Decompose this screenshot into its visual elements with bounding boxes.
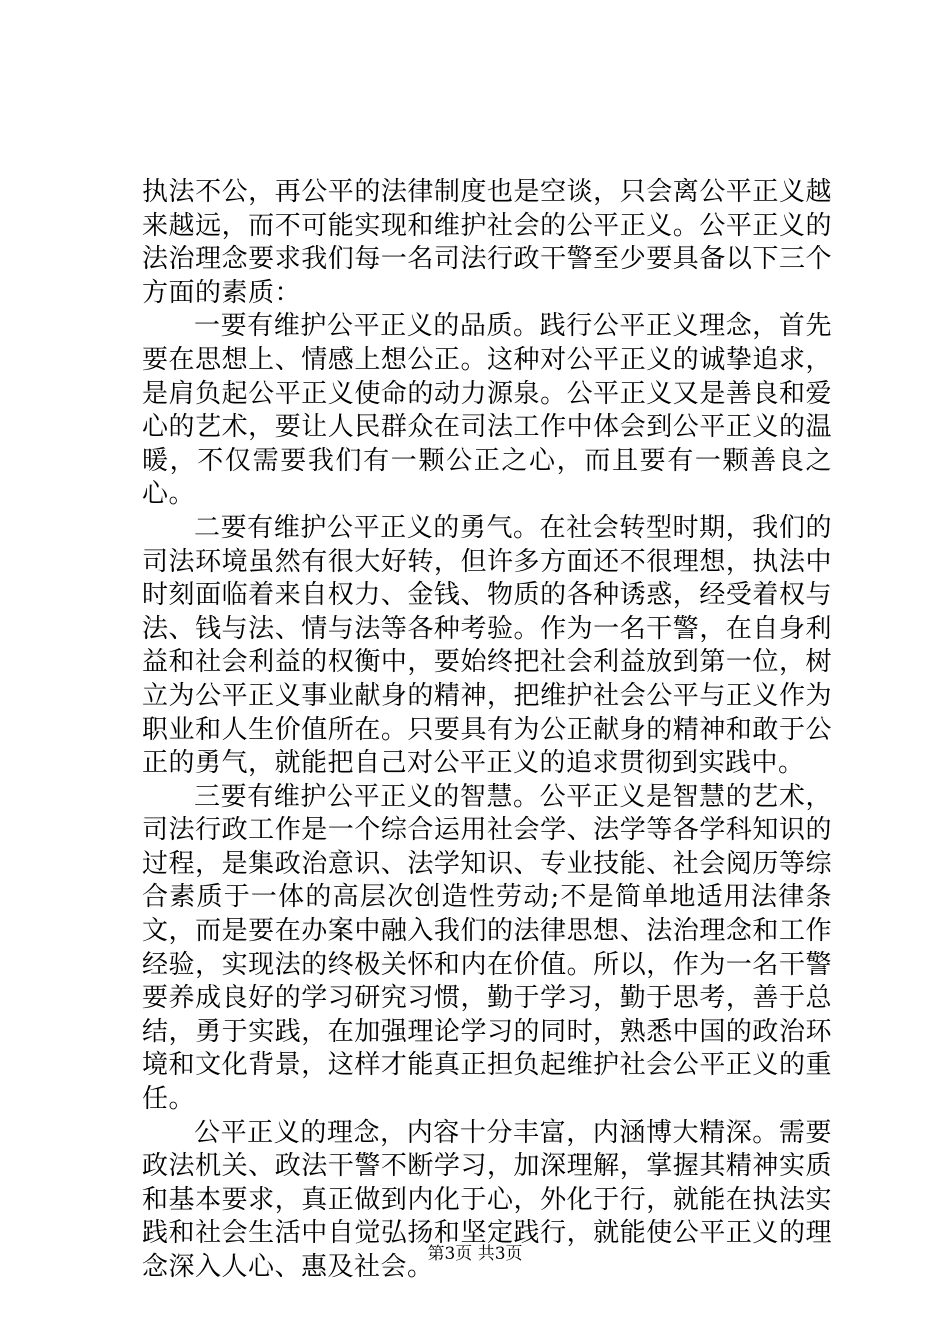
paragraph-courage: 二要有维护公平正义的勇气。在社会转型时期，我们的司法环境虽然有很大好转，但许多方面还不很理想，执法中时刻面临着来自权力、金钱、物质的各种诱惑，经受着权与法、钱与法、情与法等各种考验。作为一名干警，在自身利益和社会利益的权衡中，要始终把社会利益放到第一位，树立为公平正义事业献身的精神，把维护社会公平与正义作为职业和人生价值所在。只要具有为公正献身的精神和敢于公正的勇气，就能把自己对公平正义的追求贯彻到实践中。: [142, 512, 832, 779]
document-body: [142, 176, 832, 1285]
paragraph-wisdom: 三要有维护公平正义的智慧。公平正义是智慧的艺术，司法行政工作是一个综合运用社会学、法学等各学科知识的过程，是集政治意识、法学知识、专业技能、社会阅历等综合素质于一体的高层次创造性劳动;不是简单地适用法律条文，而是要在办案中融入我们的法律思想、法治理念和工作经验，实现法的终极关怀和内在价值。所以，作为一名干警要养成良好的学习研究习惯，勤于学习，勤于思考，善于总结，勇于实践，在加强理论学习的同时，熟悉中国的政治环境和文化背景，这样才能真正担负起维护社会公平正义的重任。: [142, 781, 832, 1115]
paragraph-conclusion: 公平正义的理念，内容十分丰富，内涵博大精深。需要政法机关、政法干警不断学习，加深理解，掌握其精神实质和基本要求，真正做到内化于心，外化于行，就能在执法实践和社会生活中自觉弘扬和坚定践行，就能使公平正义的理念深入人心、惠及社会。: [142, 1117, 832, 1282]
paragraph-quality: 一要有维护公平正义的品质。践行公平正义理念，首先要在思想上、情感上想公正。这种对公平正义的诚挚追求，是肩负起公平正义使命的动力源泉。公平正义又是善良和爱心的艺术，要让人民群众在司法工作中体会到公平正义的温暖，不仅需要我们有一颗公正之心，而且要有一颗善良之心。: [142, 311, 832, 510]
paragraph-continuation: 执法不公，再公平的法律制度也是空谈，只会离公平正义越来越远，而不可能实现和维护社会的公平正义。公平正义的法治理念要求我们每一名司法行政干警至少要具备以下三个方面的素质：: [142, 177, 832, 308]
page-footer: 第3页 共3页: [427, 1244, 523, 1264]
